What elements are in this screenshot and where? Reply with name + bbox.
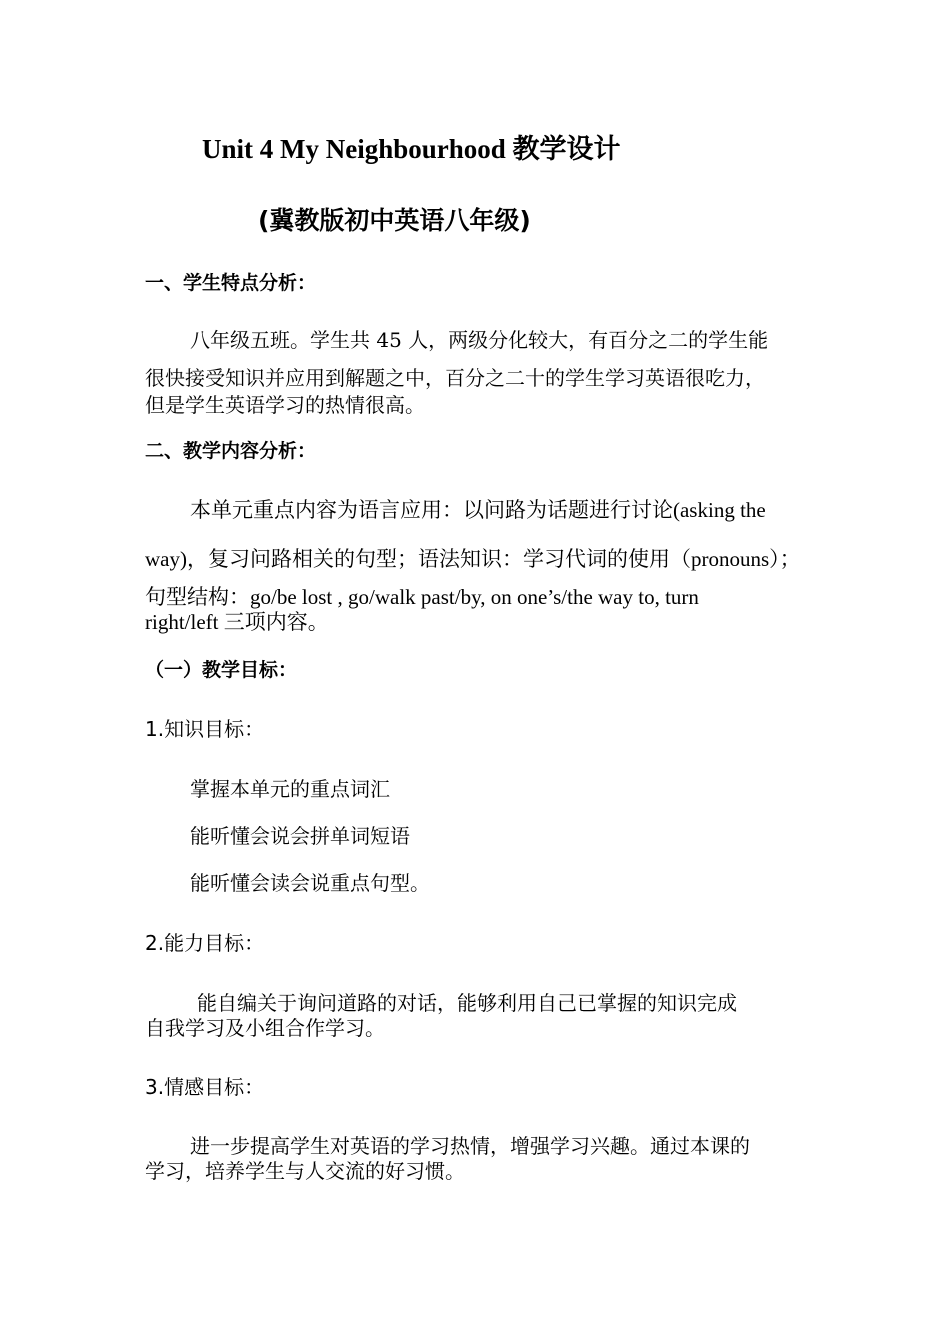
section-heading-content-analysis: 二、教学内容分析： [145, 440, 317, 462]
section-heading-student-analysis: 一、学生特点分析： [145, 272, 317, 294]
paragraph-line: 能自编关于询问道路的对话，能够利用自己已掌握的知识完成 [197, 991, 737, 1015]
goal-heading-emotion: 3.情感目标： [145, 1075, 265, 1099]
goal-heading-knowledge: 1.知识目标： [145, 717, 265, 741]
paragraph-line: 但是学生英语学习的热情很高。 [145, 393, 425, 417]
document-subtitle: (冀教版初中英语八年级) [258, 206, 531, 235]
paragraph-line: 本单元重点内容为语言应用：以问路为话题进行讨论(asking the [190, 498, 766, 522]
paragraph-line: way)，复习问路相关的句型；语法知识：学习代词的使用（pronouns）； [145, 547, 801, 571]
paragraph-line: right/left 三项内容。 [145, 610, 329, 634]
paragraph-line: 八年级五班。学生共 45 人，两级分化较大，有百分之二的学生能 [190, 328, 769, 352]
paragraph-line: 自我学习及小组合作学习。 [145, 1016, 385, 1040]
paragraph-line: 学习，培养学生与人交流的好习惯。 [145, 1159, 465, 1183]
goal-heading-ability: 2.能力目标： [145, 931, 265, 955]
goal-item: 能听懂会说会拼单词短语 [190, 824, 410, 848]
paragraph-line: 进一步提高学生对英语的学习热情，增强学习兴趣。通过本课的 [190, 1134, 750, 1158]
section-heading-teaching-goals: （一）教学目标： [145, 659, 298, 681]
goal-item: 掌握本单元的重点词汇 [190, 777, 390, 801]
paragraph-line: 句型结构：go/be lost , go/walk past/by, on one’s/the way to, turn [145, 585, 699, 609]
goal-item: 能听懂会读会说重点句型。 [190, 871, 430, 895]
paragraph-line: 很快接受知识并应用到解题之中，百分之二十的学生学习英语很吃力， [145, 366, 765, 390]
document-title: Unit 4 My Neighbourhood 教学设计 [202, 134, 621, 164]
